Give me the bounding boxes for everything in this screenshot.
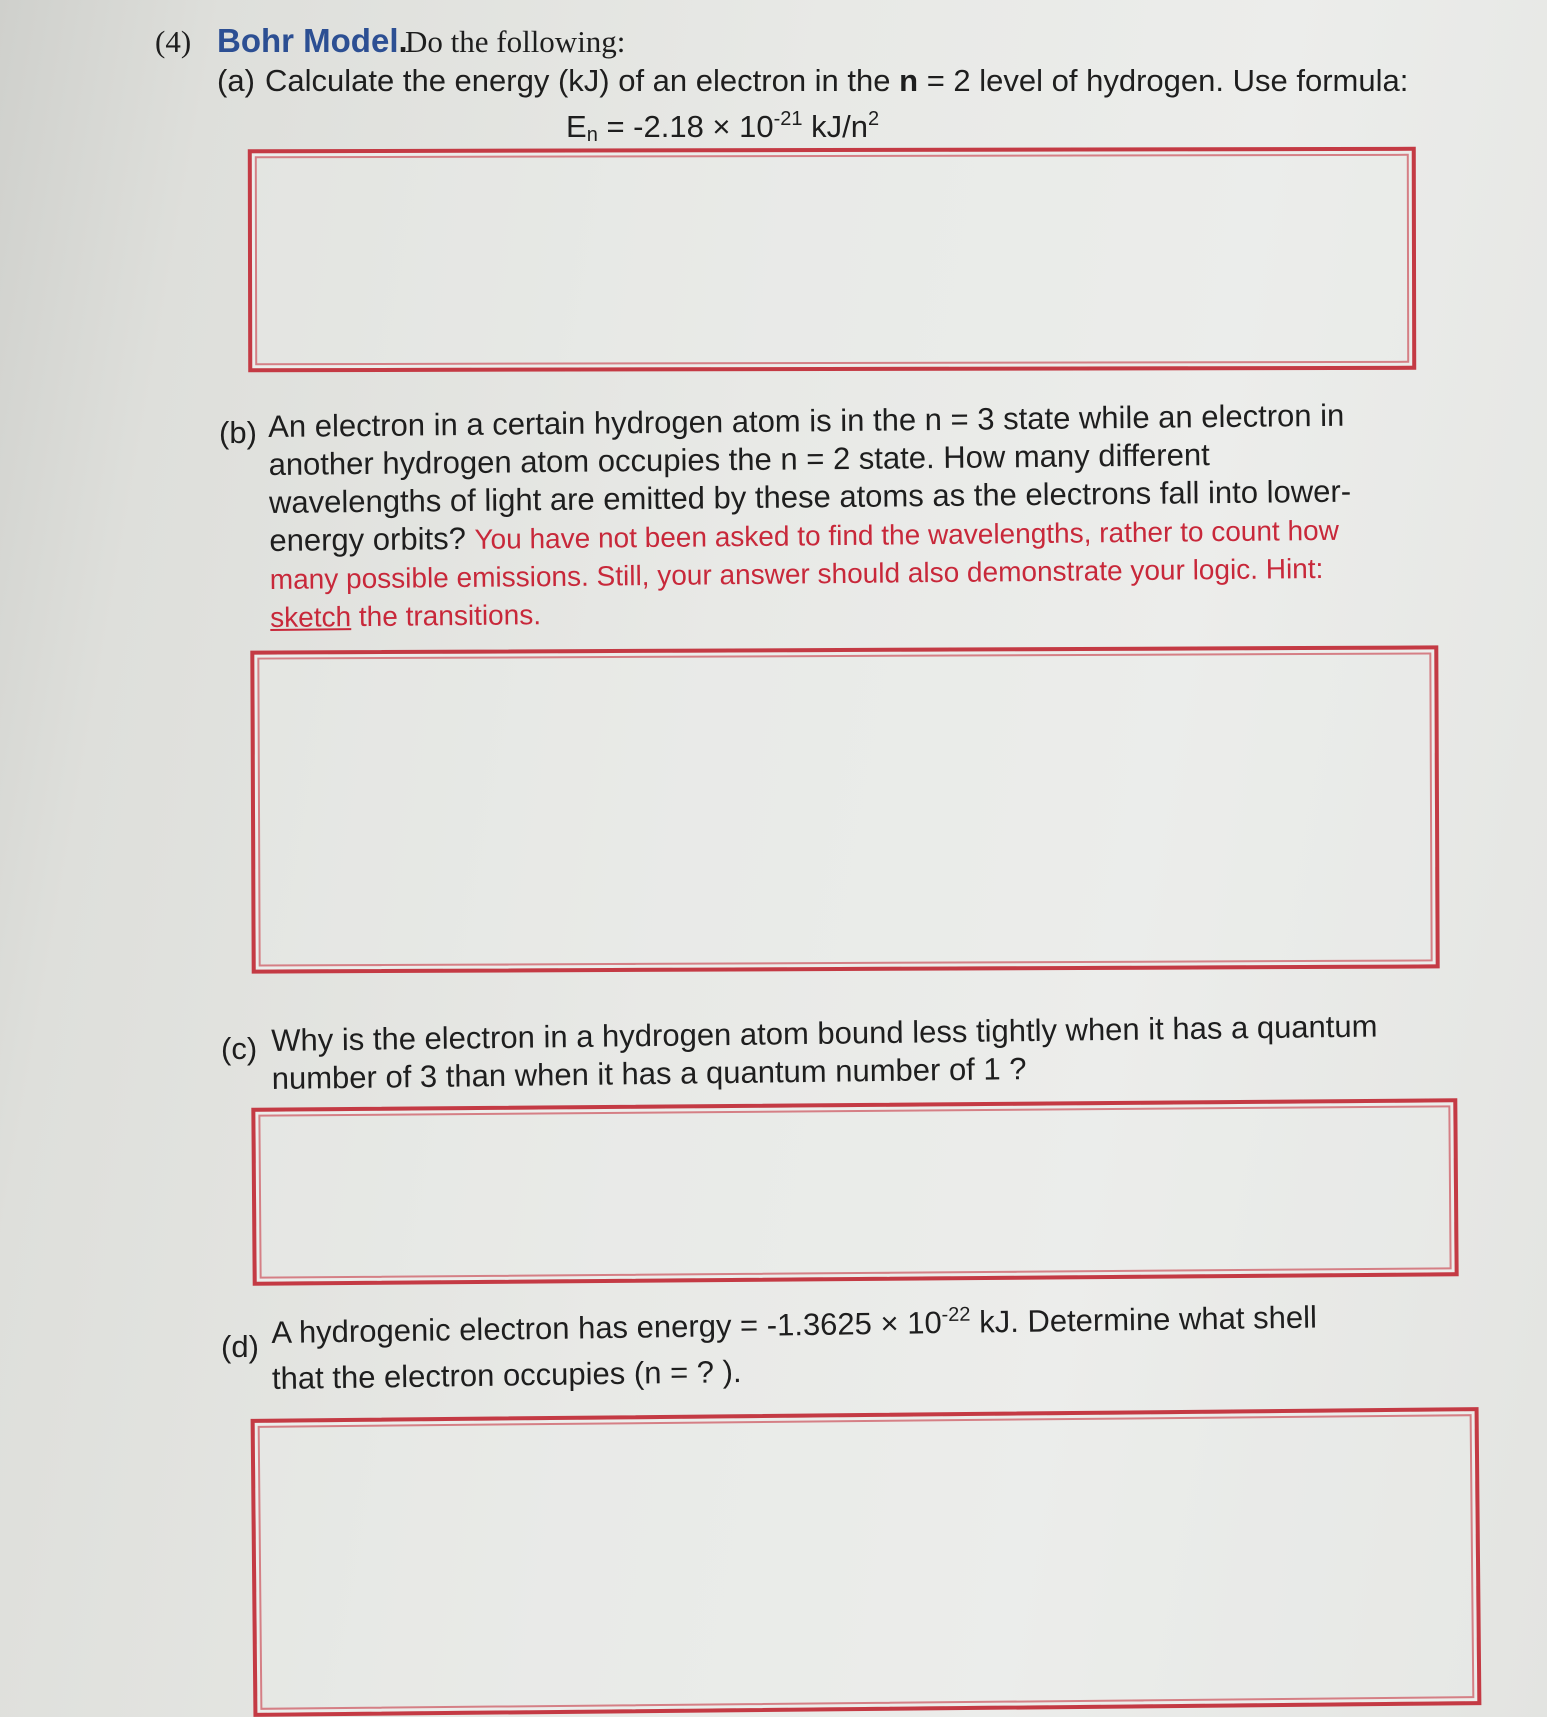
part-d-line2: that the electron occupies (n = ? ). bbox=[271, 1354, 742, 1396]
question-title-period: . bbox=[398, 22, 408, 59]
formula-unit-exponent: 2 bbox=[868, 108, 880, 130]
part-b-body bbox=[268, 397, 1352, 637]
part-b-sketch-word: sketch bbox=[270, 601, 352, 633]
answer-box-b[interactable] bbox=[250, 645, 1439, 973]
question-instruction: Do the following: bbox=[405, 24, 626, 59]
part-b-red-line6-rest: the transitions. bbox=[358, 599, 542, 633]
part-b-line1: An electron in a certain hydrogen atom is in the n = 3 state while an electron in bbox=[268, 397, 1345, 444]
part-b-line4-text: energy orbits? bbox=[269, 520, 467, 558]
part-d-text-before: A hydrogenic electron has energy = -1.3625 × 10 bbox=[271, 1305, 942, 1350]
part-a-label: (a) bbox=[217, 63, 255, 98]
answer-box-c[interactable] bbox=[251, 1098, 1458, 1285]
question-title bbox=[217, 22, 408, 60]
question-title-text: Bohr Model bbox=[217, 22, 399, 59]
part-c-label: (c) bbox=[221, 1031, 258, 1066]
formula-lhs: E bbox=[566, 109, 587, 144]
answer-box-d[interactable] bbox=[251, 1407, 1482, 1717]
part-b-red-line4: You have not been asked to find the wavelengths, rather to count how bbox=[474, 514, 1340, 555]
part-d-label: (d) bbox=[221, 1329, 259, 1364]
formula-unit: kJ/n bbox=[811, 109, 869, 144]
formula-middle: = -2.18 × 10 bbox=[606, 109, 774, 144]
part-a-text-after: = 2 level of hydrogen. Use formula: bbox=[926, 63, 1409, 98]
part-a-text-before: Calculate the energy (kJ) of an electron in the bbox=[265, 63, 891, 98]
part-c-body bbox=[271, 1008, 1378, 1098]
part-a-prompt bbox=[265, 62, 1408, 100]
part-a-bold-n: n bbox=[899, 63, 919, 98]
part-b-line2: another hydrogen atom occupies the n = 2 state. How many different bbox=[268, 437, 1210, 482]
question-number: (4) bbox=[155, 24, 192, 59]
answer-box-a[interactable] bbox=[248, 147, 1416, 372]
part-d-body bbox=[271, 1294, 1318, 1402]
part-d-exponent: -22 bbox=[941, 1303, 971, 1327]
part-c-line1: Why is the electron in a hydrogen atom bound less tightly when it has a quantum bbox=[271, 1008, 1378, 1058]
part-b-red-line5: many possible emissions. Still, your answer should also demonstrate your logic. Hint: bbox=[269, 552, 1324, 595]
part-b-line3: wavelengths of light are emitted by these atoms as the electrons fall into lower- bbox=[268, 473, 1352, 520]
formula-exponent: -21 bbox=[773, 108, 803, 130]
part-b-label: (b) bbox=[219, 415, 257, 450]
part-a-formula bbox=[566, 108, 879, 146]
part-c-line2: number of 3 than when it has a quantum number of 1 ? bbox=[271, 1051, 1027, 1096]
formula-lhs-sub: n bbox=[586, 124, 598, 146]
part-d-text-after: kJ. Determine what shell bbox=[978, 1299, 1318, 1340]
